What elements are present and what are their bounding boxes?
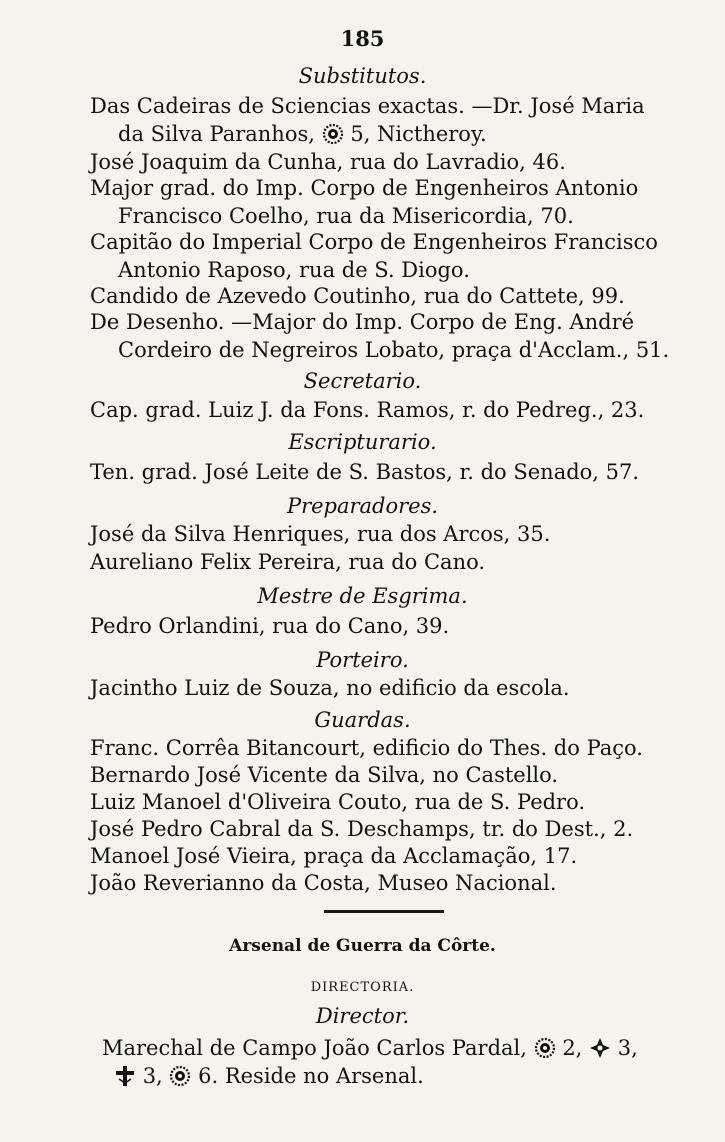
entry-line: José Joaquim da Cunha, rua do Lavradio, 46. [90, 150, 566, 174]
heading-secretario: Secretario. [303, 369, 422, 393]
entry-line: José Pedro Cabral da S. Deschamps, tr. do Dest., 2. [90, 817, 634, 841]
entry-line: Capitão do Imperial Corpo de Engenheiros Francisco [90, 230, 658, 254]
entry-bitancourt [90, 734, 690, 762]
entry-line: Franc. Corrêa Bitancourt, edificio do Thes. do Paço. [90, 736, 643, 760]
entry-line: Luiz Manoel d'Oliveira Couto, rua de S. Pedro. [90, 790, 586, 814]
entry-line: Cordeiro de Negreiros Lobato, praça d'Acclam., 51. [118, 338, 670, 362]
entry-line: Pedro Orlandini, rua do Cano, 39. [90, 614, 450, 638]
entry-line: Marechal de Campo João Carlos Pardal, [102, 1036, 527, 1060]
heading-director: Director. [315, 1004, 410, 1028]
entry-coelho [90, 174, 690, 230]
entry-line: Manoel José Vieira, praça da Acclamação, 17. [90, 844, 578, 868]
directoria-subheading: DIRECTORIA. [310, 980, 415, 995]
entry-line: 5, Nictheroy. [350, 122, 487, 146]
entry-orlandini [90, 612, 690, 640]
entry-line: 2, [562, 1036, 583, 1060]
entry-ramos [90, 396, 690, 424]
entry-bastos [90, 458, 690, 486]
entry-line: José da Silva Henriques, rua dos Arcos, 35. [90, 522, 551, 546]
rose-order-icon [169, 1065, 191, 1087]
entry-line: 3, [617, 1036, 638, 1060]
entry-line: João Reverianno da Costa, Museo Nacional. [90, 871, 557, 895]
entry-pereira [90, 548, 690, 576]
entry-cunha [90, 148, 690, 176]
entry-line: Antonio Raposo, rua de S. Diogo. [118, 258, 470, 282]
entry-lobato [90, 308, 690, 364]
entry-deschamps [90, 815, 690, 843]
entry-silva [90, 761, 690, 789]
heading-substitutos: Substitutos. [298, 64, 427, 88]
heading-guardas: Guardas. [314, 708, 411, 732]
entry-line: Candido de Azevedo Coutinho, rua do Cattete, 99. [90, 284, 625, 308]
entry-henriques [90, 520, 690, 548]
entry-souza [90, 674, 690, 702]
entry-paranhos [90, 92, 690, 148]
cross-order-icon [589, 1037, 611, 1059]
entry-line: Jacintho Luiz de Souza, no edificio da escola. [90, 676, 570, 700]
christ-cross-icon [114, 1065, 136, 1087]
heading-mestre-esgrima: Mestre de Esgrima. [257, 584, 468, 608]
entry-coutinho [90, 282, 690, 310]
heading-preparadores: Preparadores. [286, 494, 439, 518]
entry-line: 6. Reside no Arsenal. [198, 1064, 424, 1088]
entry-costa [90, 869, 690, 897]
entry-vieira [90, 842, 690, 870]
section-divider [324, 910, 444, 913]
entry-line: da Silva Paranhos, [118, 122, 315, 146]
entry-line: Aureliano Felix Pereira, rua do Cano. [90, 550, 486, 574]
entry-pardal [102, 1034, 702, 1090]
rose-order-icon [534, 1037, 556, 1059]
entry-line: 3, [142, 1064, 163, 1088]
entry-line: De Desenho. —Major do Imp. Corpo de Eng. André [90, 310, 635, 334]
arsenal-title: Arsenal de Guerra da Côrte. [229, 936, 496, 956]
heading-porteiro: Porteiro. [316, 648, 409, 672]
entry-raposo [90, 228, 690, 284]
entry-line: Major grad. do Imp. Corpo de Engenheiros Antonio [90, 176, 639, 200]
rose-order-icon [322, 123, 344, 145]
entry-line: Bernardo José Vicente da Silva, no Castello. [90, 763, 559, 787]
entry-couto [90, 788, 690, 816]
entry-line: Cap. grad. Luiz J. da Fons. Ramos, r. do Pedreg., 23. [90, 398, 645, 422]
page-number: 185 [340, 26, 385, 51]
heading-escripturario: Escripturario. [288, 430, 437, 454]
entry-line: Das Cadeiras de Sciencias exactas. —Dr. José Maria [90, 94, 645, 118]
entry-line: Francisco Coelho, rua da Misericordia, 70. [118, 204, 574, 228]
entry-line: Ten. grad. José Leite de S. Bastos, r. do Senado, 57. [90, 460, 640, 484]
